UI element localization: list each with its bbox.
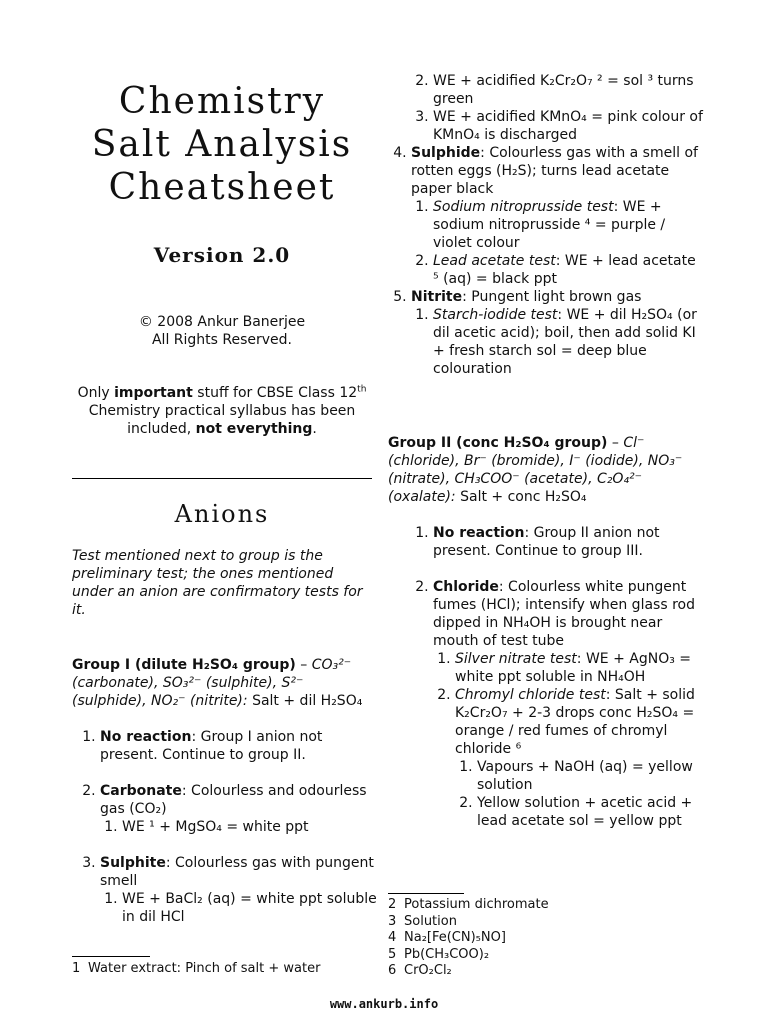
item-label: Chloride (433, 579, 499, 595)
section-divider (72, 478, 372, 479)
list-item (100, 782, 377, 836)
copyright-line: © 2008 Ankur Banerjee (138, 314, 306, 330)
footnote (388, 930, 549, 947)
item-text: : Colourless gas with a smell of rotten eggs (H₂S); turns lead acetate paper black (411, 145, 698, 197)
intro-text: Test mentioned next to group is the preliminary test; the ones mentioned under an anion are confirmatory tests for it. (72, 548, 363, 618)
list-item (411, 144, 705, 288)
list-item (433, 578, 703, 830)
group-2-test: Salt + conc H₂SO₄ (455, 489, 587, 505)
item-label: Carbonate (100, 783, 182, 799)
sulphite-tests-continued (405, 72, 705, 144)
group-2-heading (388, 434, 703, 506)
footnote (388, 914, 549, 931)
footnote-divider (388, 893, 464, 894)
scope-not-everything: not everything (195, 421, 313, 437)
sub-item (433, 198, 705, 252)
test-text: : WE + AgNO₃ = white ppt soluble in NH₄OH (455, 651, 692, 685)
footer-url: www.ankurb.info (329, 997, 439, 1011)
group-2-section (388, 434, 703, 830)
sub-item: 2. WE + acidified K₂Cr₂O₇ ² = sol ³ turns green (433, 72, 705, 108)
sub-sub-item: 2. Yellow solution + acetic acid + lead acetate sol = yellow ppt (477, 794, 703, 830)
sub-item: 1. WE + BaCl₂ (aq) = white ppt soluble in dil HCl (122, 890, 377, 926)
item-text: : Group I anion not present. Continue to group II. (100, 729, 323, 763)
scope-text: Only (77, 385, 115, 401)
item-text: : Group II anion not present. Continue to group III. (433, 525, 660, 559)
item-label: No reaction (433, 525, 525, 541)
list-item (100, 854, 377, 926)
title-line-2: Salt Analysis (91, 124, 353, 165)
item-label: No reaction (100, 729, 192, 745)
sub-item: 3. WE + acidified KMnO₄ = pink colour of KMnO₄ is discharged (433, 108, 705, 144)
footnote-text: Potassium dichromate (404, 897, 549, 912)
scope-text: stuff for CBSE Class 12 (192, 385, 358, 401)
anions-heading: Anions (174, 500, 270, 528)
item-label: Sulphide (411, 145, 481, 161)
footnote-number: 2 (388, 897, 397, 912)
footnote (388, 897, 549, 914)
item-label: Sulphite (100, 855, 166, 871)
list-item (411, 288, 705, 378)
footnote-divider (72, 956, 150, 957)
footnote-number: 4 (388, 930, 397, 945)
sub-item (455, 686, 703, 830)
footnote-text: Na₂[Fe(CN)₅NO] (404, 930, 506, 945)
test-name: Starch-iodide test (433, 307, 558, 323)
footnote-number: 1 (72, 961, 81, 976)
document-title (72, 80, 372, 209)
group-1-test: Salt + dil H₂SO₄ (247, 693, 363, 709)
item-text: : Colourless and odourless gas (CO₂) (100, 783, 367, 817)
group-1-heading (72, 656, 377, 710)
footnote-text: Pb(CH₃COO)₂ (404, 946, 490, 962)
item-text: : Colourless gas with pungent smell (100, 855, 374, 889)
test-text: : WE + lead acetate ⁵ (aq) = black ppt (433, 253, 696, 287)
group-2-ions: Cl⁻ (chloride), Br⁻ (bromide), I⁻ (iodide), NO₃⁻ (nitrate), CH₃COO⁻ (acetate), C₂O₄²⁻ (oxalate): (388, 435, 683, 505)
item-text: : Colourless white pungent fumes (HCl); intensify when glass rod dipped in NH₄OH is brought near mouth of test tube (433, 579, 695, 649)
list-item (100, 728, 377, 764)
test-name: Silver nitrate test (455, 651, 577, 667)
title-line-1: Chemistry (118, 81, 326, 122)
sub-item (433, 252, 705, 288)
footnote-text: CrO₂Cl₂ (404, 963, 452, 978)
scope-important: important (114, 385, 193, 401)
test-name: Sodium nitroprusside test (433, 199, 614, 215)
group-1-dash: – (295, 657, 312, 673)
rights-line: All Rights Reserved. (151, 332, 293, 348)
group-1-list (72, 728, 377, 926)
sub-item (433, 306, 705, 378)
sub-item: 1. WE ¹ + MgSO₄ = white ppt (122, 818, 377, 836)
item-label: Nitrite (411, 289, 463, 305)
group-2-title: Group II (conc H₂SO₄ group) (388, 435, 608, 451)
scope-text: . (312, 421, 317, 437)
sub-sub-item: 1. Vapours + NaOH (aq) = yellow solution (477, 758, 703, 794)
group-1-continued (405, 72, 705, 378)
footnote-number: 5 (388, 946, 397, 962)
group-1-list-continued (383, 144, 705, 378)
group-1-section (72, 656, 377, 926)
sub-item (455, 650, 703, 686)
test-text: : WE + dil H₂SO₄ (or dil acetic acid); boil, then add solid KI + fresh starch sol = deep blue colouration (433, 307, 697, 377)
item-text: : Pungent light brown gas (462, 289, 642, 305)
footnote (388, 947, 549, 964)
group-1-ions: CO₃²⁻ (carbonate), SO₃²⁻ (sulphite), S²⁻ (sulphide), NO₂⁻ (nitrite): (72, 657, 352, 709)
list-item (433, 524, 703, 560)
footnote-number: 3 (388, 913, 397, 929)
scope-text: Chemistry practical syllabus has been included, (88, 403, 356, 437)
footnote-1 (72, 960, 320, 978)
test-text: : Salt + solid K₂Cr₂O₇ + 2-3 drops conc H₂SO₄ = orange / red fumes of chromyl chloride ⁶ (455, 687, 695, 757)
scope-note (72, 384, 372, 438)
copyright (72, 313, 372, 349)
footnote-text: Water extract: Pinch of salt + water (88, 961, 321, 976)
group-1-title: Group I (dilute H₂SO₄ group) (72, 657, 296, 673)
group-2-list (388, 524, 703, 830)
footnote (388, 963, 549, 980)
footnotes-right (388, 897, 549, 980)
title-line-3: Cheatsheet (108, 167, 336, 208)
footnote-text: Solution (404, 913, 457, 929)
test-name: Lead acetate test (433, 253, 556, 269)
version-label: Version 2.0 (153, 243, 291, 267)
footnote-number: 6 (388, 963, 397, 978)
scope-sup: th (357, 384, 367, 395)
test-text: : WE + sodium nitroprusside ⁴ = purple / violet colour (433, 199, 666, 251)
test-name: Chromyl chloride test (455, 687, 606, 703)
group-2-dash: – (607, 435, 624, 451)
